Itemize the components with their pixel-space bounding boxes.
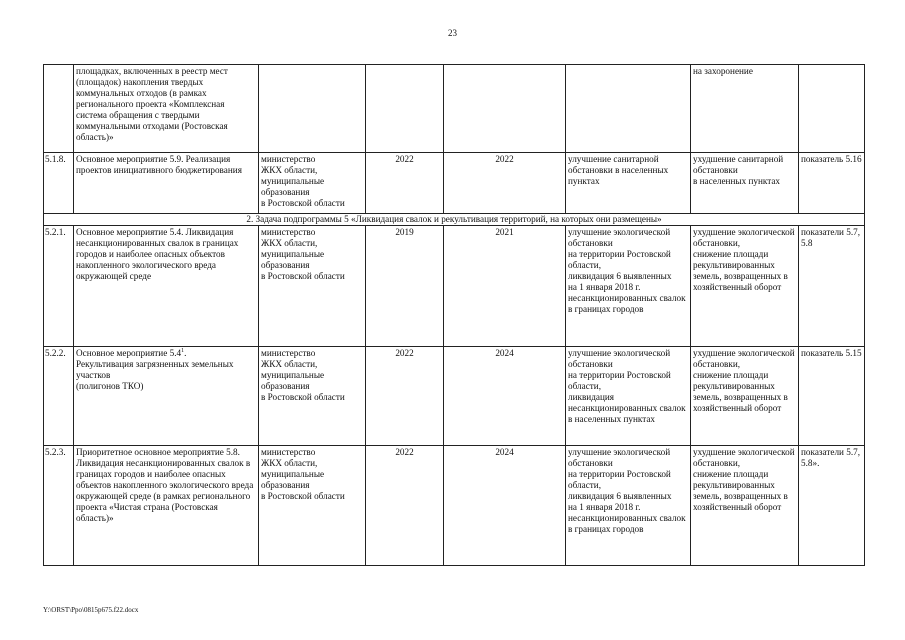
table-row: [44, 446, 865, 566]
cell-indicator-link: показатель 5.15: [799, 347, 865, 446]
table-row: [44, 347, 865, 446]
cell-end-year: 2024: [444, 446, 566, 566]
cell-expected-result: улучшение экологической обстановки на территории Ростовской области, ликвидация 6 выявленных на 1 января 2018 г. несанкционированных свалок в границах городов: [566, 446, 691, 566]
cell-start-year: 2022: [366, 153, 444, 214]
cell-executor: министерство ЖКХ области, муниципальные образования в Ростовской области: [259, 446, 366, 566]
cell-executor: министерство ЖКХ области, муниципальные образования в Ростовской области: [259, 347, 366, 446]
cell-activity: Приоритетное основное мероприятие 5.8. Ликвидация несанкционированных свалок в границах городов и наиболее опасных объектов накопленного экологического вреда окружающей среде (в рамках регионального проекта «Чистая страна (Ростовская область)»: [74, 446, 259, 566]
cell-start-year: 2019: [366, 226, 444, 347]
cell-number: 5.2.3.: [44, 446, 74, 566]
cell-consequence: ухудшение экологической обстановки, снижение площади рекультивированных земель, возвращенных в хозяйственный оборот: [691, 347, 799, 446]
cell-expected-result: улучшение экологической обстановки на территории Ростовской области, ликвидация несанкционированных свалок в населенных пунктах: [566, 347, 691, 446]
cell-expected-result: улучшение экологической обстановки на территории Ростовской области, ликвидация 6 выявленных на 1 января 2018 г. несанкционированных свалок в границах городов: [566, 226, 691, 347]
cell-activity: Основное мероприятие 5.9. Реализация проектов инициативного бюджетирования: [74, 153, 259, 214]
cell-indicator-link: показатели 5.7, 5.8: [799, 226, 865, 347]
cell-end-year: [444, 65, 566, 153]
cell-number: 5.2.1.: [44, 226, 74, 347]
cell-executor: министерство ЖКХ области, муниципальные образования в Ростовской области: [259, 226, 366, 347]
page-number: 23: [448, 28, 457, 38]
cell-expected-result: [566, 65, 691, 153]
cell-executor: министерство ЖКХ области, муниципальные образования в Ростовской области: [259, 153, 366, 214]
footer-file-path: Y:\ORST\Ppo\0815p675.f22.docx: [43, 606, 139, 614]
section-title: 2. Задача подпрограммы 5 «Ликвидация свалок и рекультивация территорий, на которых они размещены»: [44, 214, 865, 226]
cell-consequence: ухудшение экологической обстановки, снижение площади рекультивированных земель, возвращенных в хозяйственный оборот: [691, 446, 799, 566]
cell-start-year: 2022: [366, 446, 444, 566]
table-row: [44, 153, 865, 214]
cell-end-year: 2022: [444, 153, 566, 214]
table-row: [44, 226, 865, 347]
cell-start-year: [366, 65, 444, 153]
activity-superscript: 1: [181, 348, 185, 355]
activities-table: [43, 64, 865, 566]
cell-activity: площадках, включенных в реестр мест (площадок) накопления твердых коммунальных отходов (в рамках регионального проекта «Комплексная система обращения с твердыми коммунальными отходами (Ростовская область)»: [74, 65, 259, 153]
cell-number: 5.1.8.: [44, 153, 74, 214]
cell-consequence: ухудшение экологической обстановки, снижение площади рекультивированных земель, возвращенных в хозяйственный оборот: [691, 226, 799, 347]
table-row: [44, 65, 865, 153]
activity-name: Основное мероприятие 5.4: [76, 348, 182, 359]
cell-activity: [74, 347, 259, 446]
cell-start-year: 2022: [366, 347, 444, 446]
section-row: [44, 214, 865, 226]
cell-activity: Основное мероприятие 5.4. Ликвидация несанкционированных свалок в границах городов и наиболее опасных объектов накопленного экологического вреда окружающей среде: [74, 226, 259, 347]
cell-consequence: ухудшение санитарной обстановки в населенных пунктах: [691, 153, 799, 214]
cell-executor: [259, 65, 366, 153]
cell-indicator-link: [799, 65, 865, 153]
activity-name-tail: . Рекультивация загрязненных земельных участков (полигонов ТКО): [76, 348, 234, 392]
cell-end-year: 2024: [444, 347, 566, 446]
cell-indicator-link: показатель 5.16: [799, 153, 865, 214]
cell-consequence: на захоронение: [691, 65, 799, 153]
cell-number: [44, 65, 74, 153]
cell-end-year: 2021: [444, 226, 566, 347]
cell-number: 5.2.2.: [44, 347, 74, 446]
cell-indicator-link: показатели 5.7, 5.8».: [799, 446, 865, 566]
cell-expected-result: улучшение санитарной обстановки в населенных пунктах: [566, 153, 691, 214]
